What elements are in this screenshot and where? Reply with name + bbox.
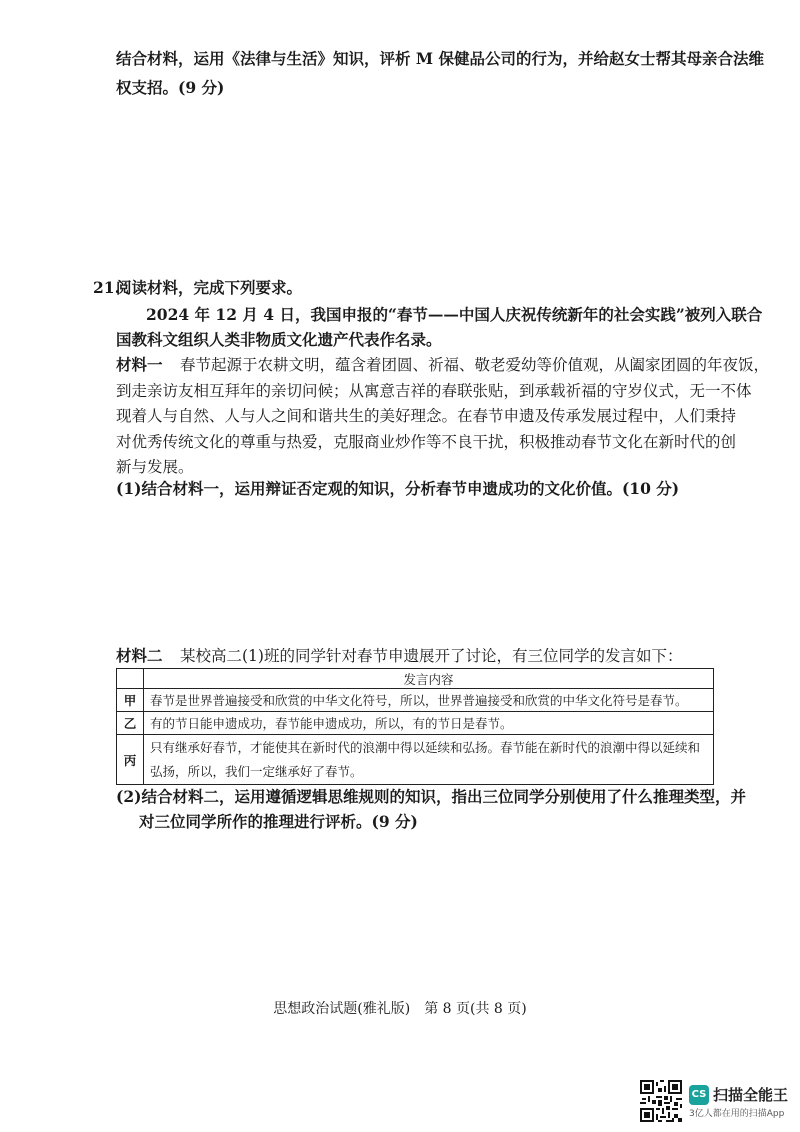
q21-number: 21. <box>93 278 120 297</box>
q21-intro-line2: 国教科文组织人类非物质文化遗产代表作名录。 <box>116 330 442 349</box>
sub-question-2-line1: (2)结合材料二，运用遵循逻辑思维规则的知识，指出三位同学分别使用了什么推理类型，并 <box>116 787 746 806</box>
q20-text-line2: 权支招。(9 分) <box>116 78 225 97</box>
speech-bing-line2: 弘扬，所以，我们一定继承好了春节。 <box>150 763 363 779</box>
q21-intro-line1: 2024 年 12 月 4 日，我国申报的“春节——中国人庆祝传统新年的社会实践”被列入联合 <box>146 305 763 324</box>
material2-label: 材料二 <box>116 646 163 665</box>
speaker-bing: 丙 <box>117 735 144 785</box>
table-row <box>117 689 714 712</box>
qr-code-icon <box>640 1080 682 1122</box>
speech-table <box>116 668 714 785</box>
material1-line1: 春节起源于农耕文明，蕴含着团圆、祈福、敬老爱幼等价值观，从阖家团圆的年夜饭， <box>180 356 770 374</box>
sub-question-1: (1)结合材料一，运用辩证否定观的知识，分析春节申遗成功的文化价值。(10 分) <box>116 479 680 498</box>
table-row <box>117 712 714 735</box>
material1-line5: 新与发展。 <box>116 458 194 476</box>
speaker-yi: 乙 <box>117 712 144 735</box>
sub-question-2-line2: 对三位同学所作的推理进行评析。(9 分) <box>139 812 418 831</box>
speech-yi: 有的节日能申遗成功，春节能申遗成功，所以，有的节日是春节。 <box>144 712 714 735</box>
scanner-app-name: 扫描全能王 <box>713 1086 789 1104</box>
speech-bing <box>144 735 714 785</box>
speech-bing-line1: 只有继承好春节，才能使其在新时代的浪潮中得以延续和弘扬。春节能在新时代的浪潮中得以延续和 <box>150 739 701 755</box>
speech-jia: 春节是世界普遍接受和欣赏的中华文化符号，所以，世界普遍接受和欣赏的中华文化符号是春节。 <box>144 689 714 712</box>
material1-line3: 现着人与自然、人与人之间和谐共生的美好理念。在春节申遗及传承发展过程中，人们秉持 <box>116 407 737 425</box>
material1-label: 材料一 <box>116 355 163 374</box>
table-row <box>117 735 714 785</box>
material1-line2: 到走亲访友相互拜年的亲切问候；从寓意吉祥的春联张贴，到承载祈福的守岁仪式，无一不体 <box>116 382 752 400</box>
table-header-row <box>117 669 714 689</box>
material1-line4: 对优秀传统文化的尊重与热爱，克服商业炒作等不良干扰，积极推动春节文化在新时代的创 <box>116 433 737 451</box>
page-footer: 思想政治试题(雅礼版) 第 8 页(共 8 页) <box>273 1001 527 1017</box>
q21-instruction: 阅读材料，完成下列要求。 <box>116 278 303 297</box>
material2-text: 某校高二(1)班的同学针对春节申遗展开了讨论，有三位同学的发言如下： <box>180 647 683 665</box>
table-header-cell: 发言内容 <box>144 669 714 689</box>
scanner-app-logo-icon: CS <box>689 1085 709 1105</box>
speaker-jia: 甲 <box>117 689 144 712</box>
q20-text-line1: 结合材料，运用《法律与生活》知识，评析 M 保健品公司的行为，并给赵女士帮其母亲合法维 <box>116 49 764 68</box>
scanner-app-tagline: 3亿人都在用的扫描App <box>689 1109 785 1119</box>
table-header-empty <box>117 669 144 689</box>
